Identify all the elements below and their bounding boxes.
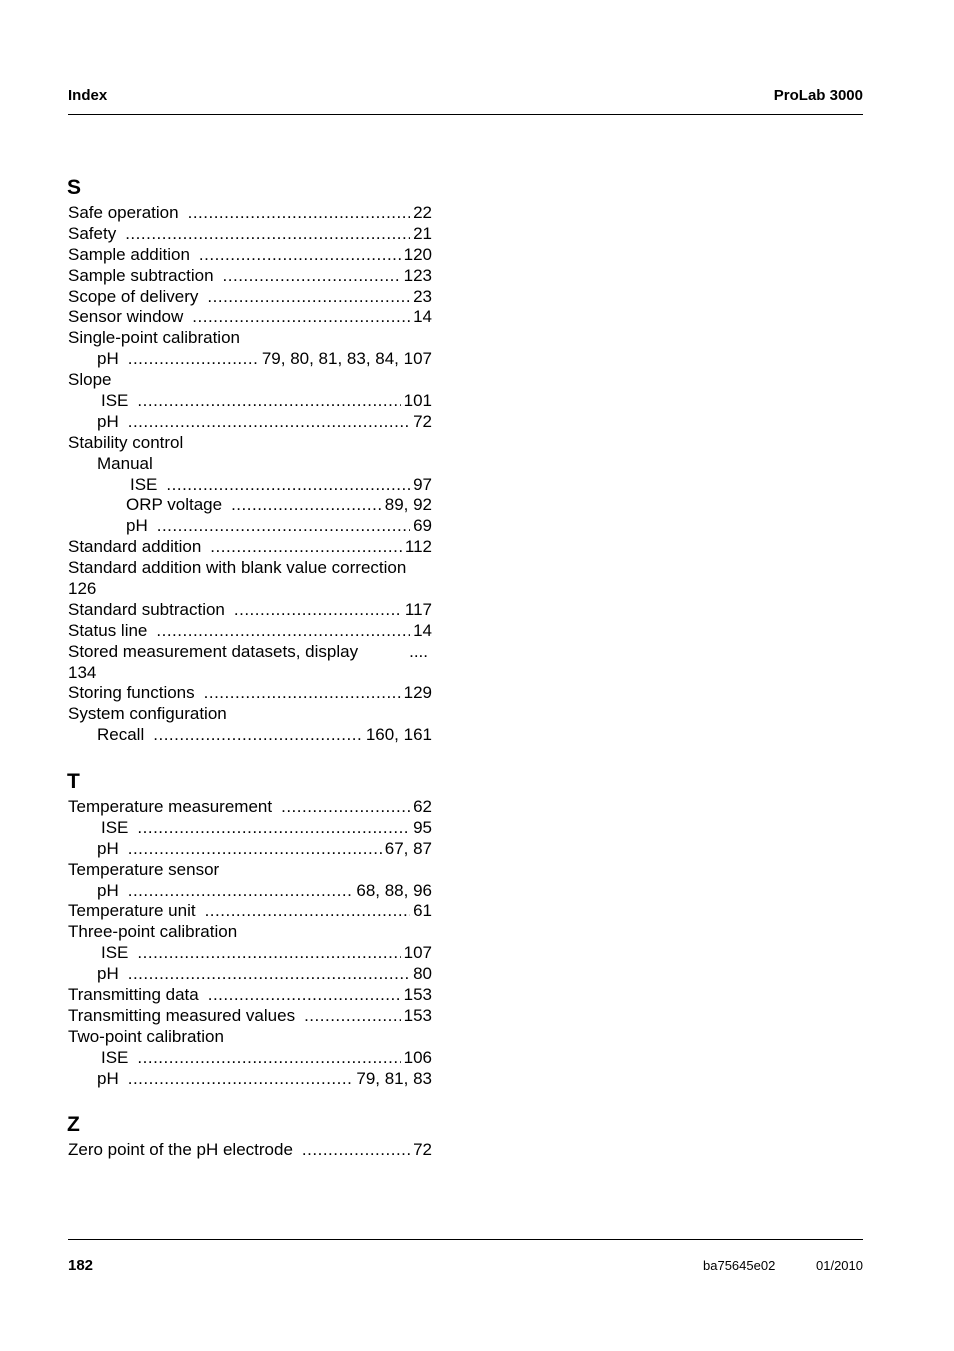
index-letter-t: T [67,770,80,793]
index-subsubentry: pH ..... 69 [68,516,432,537]
index-entry-heading: Single-point calibration [68,328,240,348]
running-header-section: Index [68,87,108,104]
index-entry: Transmitting measured values ..... 153 [68,1006,432,1027]
index-entry-heading: System configuration [68,704,227,724]
document-date: 01/2010 [816,1258,863,1273]
index-subentry: pH ..... 67, 87 [68,839,432,860]
page-number: 182 [68,1257,94,1274]
header-rule [68,114,863,115]
index-entry-heading: Slope [68,370,112,390]
index-entry: Status line ..... 14 [68,621,432,642]
index-subentry: pH ..... 80 [68,964,432,985]
index-entry-wrapped: Standard addition with blank value correction [68,558,407,578]
document-code: ba75645e02 [703,1258,776,1273]
index-subentry: ISE ..... 106 [68,1048,432,1069]
index-letter-s: S [67,176,82,199]
index-entry: Safety ..... 21 [68,224,432,245]
index-entry-wrapped-page: 134 [68,662,97,682]
index-subentry: ISE ..... 95 [68,818,432,839]
index-entry-heading: Stability control [68,432,184,452]
index-section-t [68,797,432,1089]
index-entry: Temperature unit ..... 61 [68,901,432,922]
index-subentry: pH ..... 79, 81, 83 [68,1069,432,1090]
index-subsubentry: ISE ..... 97 [68,475,432,496]
index-entry: Scope of delivery ..... 23 [68,287,432,308]
index-subsubentry: ORP voltage ..... 89, 92 [68,495,432,516]
index-entry: Safe operation ..... 22 [68,203,432,224]
footer-rule [68,1239,863,1240]
index-entry-heading: Three-point calibration [68,922,238,942]
index-entry-wrapped-page: 126 [68,579,97,599]
index-entry: Temperature measurement ..... 62 [68,797,432,818]
index-subentry: ISE ..... 107 [68,943,432,964]
index-subentry: pH ..... 72 [68,412,432,433]
running-header-product: ProLab 3000 [773,87,863,104]
index-entry-wrapped: Stored measurement datasets, display .... [68,641,428,661]
index-entry: Transmitting data ..... 153 [68,985,432,1006]
index-entry: Sample subtraction ..... 123 [68,266,432,287]
index-subentry: Recall ..... 160, 161 [68,725,432,746]
index-subentry-heading: Manual [97,453,153,473]
index-letter-z: Z [67,1113,80,1136]
index-entry: Standard subtraction ..... 117 [68,600,432,621]
index-entry-heading: Two-point calibration [68,1026,224,1046]
index-subentry: pH ..... 79, 80, 81, 83, 84, 107 [68,349,432,370]
index-entry: Storing functions ..... 129 [68,683,432,704]
index-subentry: ISE ..... 101 [68,391,432,412]
index-entry: Sensor window ..... 14 [68,307,432,328]
index-entry-heading: Temperature sensor [68,859,220,879]
index-section-s [68,203,432,746]
index-section-z [68,1140,432,1161]
index-entry: Zero point of the pH electrode ..... 72 [68,1140,432,1161]
index-entry: Sample addition ..... 120 [68,245,432,266]
index-entry: Standard addition ..... 112 [68,537,432,558]
index-subentry: pH ..... 68, 88, 96 [68,881,432,902]
